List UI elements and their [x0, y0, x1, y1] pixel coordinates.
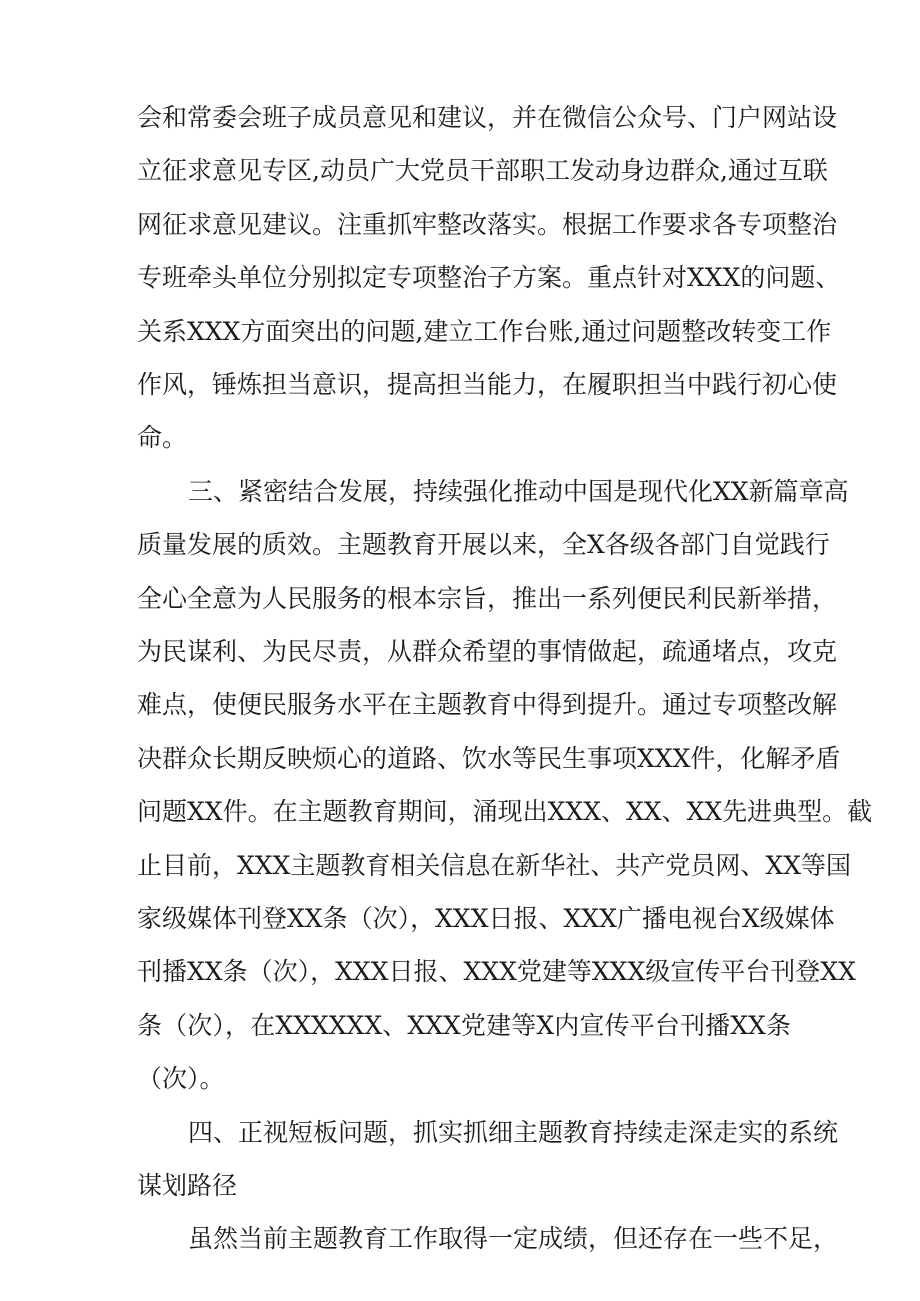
text-line: 家级媒体刊登XX条（次），XXX日报、XXX广播电视台X级媒体: [137, 904, 835, 933]
text-line: 网征求意见建议。注重抓牢整改落实。根据工作要求各专项整治: [137, 209, 838, 239]
text-line: 命。: [137, 423, 188, 453]
text-line: 刊播XX条（次），XXX日报、XXX党建等XXX级宣传平台刊登XX: [137, 957, 856, 987]
text-line: 条（次），在XXXXXX、XXX党建等X内宣传平台刊播XX条: [137, 1010, 791, 1040]
text-line: 决群众长期反映烦心的道路、饮水等民生事项XXX件，化解矛盾: [137, 743, 841, 773]
text-line: 止目前，XXX主题教育相关信息在新华社、共产党员网、XX等国: [137, 850, 851, 880]
text-line: 虽然当前主题教育工作取得一定成绩，但还存在一些不足，: [188, 1224, 839, 1254]
text-line: 谋划路径: [137, 1171, 238, 1200]
text-line: 难点，使便民服务水平在主题教育中得到提升。通过专项整改解: [137, 690, 838, 720]
text-line: 为民谋利、为民尽责，从群众希望的事情做起，疏通堵点，攻克: [137, 637, 838, 666]
text-line: 关系XXX方面突出的问题,建立工作台账,通过问题整改转变工作: [137, 316, 832, 346]
text-line: 会和常委会班子成员意见和建议，并在微信公众号、门户网站设: [137, 103, 838, 132]
text-line: 专班牵头单位分别拟定专项整治子方案。重点针对XXX的问题、: [137, 263, 841, 293]
text-line: 全心全意为人民服务的根本宗旨，推出一系列便民利民新举措，: [137, 583, 838, 613]
text-line: 问题XX件。在主题教育期间，涌现出XXX、XX、XX先进典型。截: [137, 797, 873, 827]
text-line: 立征求意见专区,动员广大党员干部职工发动身边群众,通过互联: [137, 156, 828, 186]
text-line: 作风，锤炼担当意识，提高担当能力，在履职担当中践行初心使: [137, 370, 838, 399]
text-line: （次）。: [137, 1064, 225, 1094]
section-heading-3: 三、紧密结合发展，持续强化推动中国是现代化XX新篇章高: [188, 476, 849, 506]
section-heading-4: 四、正视短板问题，抓实抓细主题教育持续走深走实的系统: [188, 1117, 839, 1147]
text-line: 质量发展的质效。主题教育开展以来，全X各级各部门自觉践行: [137, 530, 830, 560]
